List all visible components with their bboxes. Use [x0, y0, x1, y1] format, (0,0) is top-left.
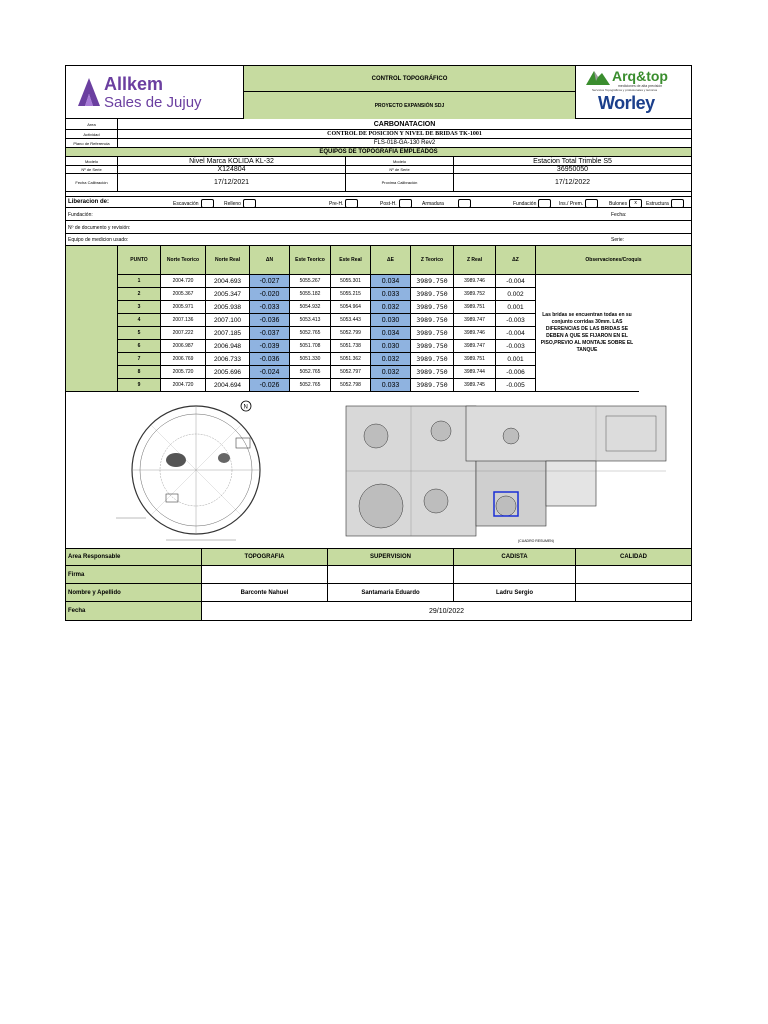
cell-delta-z: 0.002 — [496, 288, 536, 301]
fecha-label: Fecha: — [611, 212, 627, 218]
cell-punto: 9 — [118, 379, 161, 392]
col-topografia: TOPOGRAFIA — [202, 549, 328, 566]
nombre-cadista: Ladru Sergio — [454, 584, 576, 602]
cell-z-real: 3989.746 — [454, 327, 496, 340]
cell-z-real: 3989.745 — [454, 379, 496, 392]
cell-este-teorico: 5052.765 — [290, 327, 331, 340]
measurement-table — [66, 246, 691, 392]
cell-delta-z: -0.003 — [496, 340, 536, 353]
equipo-label: Equipo de medicion usado: — [68, 237, 129, 243]
allkem-logo — [66, 66, 244, 119]
topographic-control-sheet — [65, 65, 692, 621]
proxima-calibracion-value: 17/12/2022 — [454, 174, 691, 192]
nombre-topografia: Barconte Nahuel — [202, 584, 328, 602]
escavacion-checkbox[interactable] — [201, 199, 214, 208]
serie-label-extra: Serie: — [611, 237, 625, 243]
nombre-label: Nombre y Apellido — [66, 584, 202, 602]
cell-norte-real: 2006.948 — [206, 340, 250, 353]
cell-z-teorico: 3989.750 — [411, 275, 454, 288]
area-label: Area — [66, 119, 118, 130]
fecha-calibracion-label: Fecha Calibración — [66, 174, 118, 192]
estructura-checkbox[interactable] — [671, 199, 684, 208]
cell-este-teorico: 5054.932 — [290, 301, 331, 314]
cell-norte-teorico: 2006.769 — [161, 353, 206, 366]
cell-delta-z: -0.005 — [496, 379, 536, 392]
header-delta-e: ΔE — [371, 246, 411, 275]
fundacion-checkbox[interactable] — [538, 199, 551, 208]
cell-este-real: 5051.362 — [331, 353, 371, 366]
modelo-value: Nivel Marca KOLIDA KL-32 — [118, 157, 346, 166]
cell-norte-teorico: 2007.222 — [161, 327, 206, 340]
cell-este-real: 5051.738 — [331, 340, 371, 353]
cell-z-teorico: 3989.750 — [411, 327, 454, 340]
liberacion-relleno[interactable]: Relleno — [224, 199, 256, 208]
cell-norte-real: 2007.185 — [206, 327, 250, 340]
cell-este-teorico: 5055.182 — [290, 288, 331, 301]
liberacion-label: Liberacion de: — [68, 199, 110, 205]
nombre-calidad — [576, 584, 691, 602]
cell-punto: 2 — [118, 288, 161, 301]
cell-z-real: 3989.744 — [454, 366, 496, 379]
title-cell — [244, 66, 576, 92]
arqtop-mark-icon — [586, 69, 610, 85]
sales-de-jujuy-name: Sales de Jujuy — [104, 94, 202, 111]
signatures-table — [66, 549, 691, 621]
col-supervision: SUPERVISION — [328, 549, 454, 566]
cell-este-real: 5052.799 — [331, 327, 371, 340]
cell-delta-z: -0.003 — [496, 314, 536, 327]
header-este-real: Este Real — [331, 246, 371, 275]
equipo-row — [66, 234, 691, 246]
cell-z-teorico: 3989.750 — [411, 340, 454, 353]
allkem-name: Allkem — [104, 74, 164, 94]
liberacion-post-h[interactable]: Post-H. — [380, 199, 412, 208]
serie-value-2: 36950050 — [454, 166, 691, 174]
cell-delta-z: -0.004 — [496, 327, 536, 340]
cell-norte-real: 2006.733 — [206, 353, 250, 366]
cell-delta-e: 0.030 — [371, 340, 411, 353]
drawings-area — [66, 392, 691, 549]
subtitle-cell — [244, 92, 576, 119]
cell-punto: 4 — [118, 314, 161, 327]
col-cadista: CADISTA — [454, 549, 576, 566]
ins-prem-checkbox[interactable] — [585, 199, 598, 208]
cell-z-real: 3989.751 — [454, 301, 496, 314]
header-z-real: Z Real — [454, 246, 496, 275]
liberacion-bulones[interactable]: Bulones x — [609, 199, 642, 208]
pre-h-checkbox[interactable] — [345, 199, 358, 208]
cell-norte-real: 2007.100 — [206, 314, 250, 327]
cell-z-teorico: 3989.750 — [411, 379, 454, 392]
worley-brand: Worley — [598, 93, 655, 113]
cell-delta-n: -0.036 — [250, 353, 290, 366]
cell-este-real: 5054.964 — [331, 301, 371, 314]
arqtop-tagline-2: Servicios Topográficos y profesionales y técnicos — [592, 88, 658, 92]
site-plan-caption: (CUADRO RESUMEN) — [518, 539, 554, 543]
col-calidad: CALIDAD — [576, 549, 691, 566]
cell-este-real: 5052.798 — [331, 379, 371, 392]
firma-cadista[interactable] — [454, 566, 576, 584]
cell-z-real: 3989.747 — [454, 340, 496, 353]
site-plan-drawing — [336, 396, 681, 546]
liberacion-ins-prem[interactable]: Ins./ Prem. — [559, 199, 598, 208]
cell-punto: 1 — [118, 275, 161, 288]
cell-delta-z: 0.001 — [496, 301, 536, 314]
cell-delta-z: -0.004 — [496, 275, 536, 288]
header-este-teorico: Este Teorico — [290, 246, 331, 275]
cell-este-real: 5055.215 — [331, 288, 371, 301]
cell-norte-teorico: 2005.720 — [161, 366, 206, 379]
header-z-teorico: Z Teorico — [411, 246, 454, 275]
modelo-label: Modelo — [66, 157, 118, 166]
liberacion-estructura[interactable]: Estructura — [646, 199, 684, 208]
cell-este-teorico: 5052.765 — [290, 379, 331, 392]
cell-punto: 5 — [118, 327, 161, 340]
cell-este-teorico: 5051.330 — [290, 353, 331, 366]
firma-topografia[interactable] — [202, 566, 328, 584]
cell-delta-e: 0.034 — [371, 327, 411, 340]
cell-delta-n: -0.020 — [250, 288, 290, 301]
serie-label-2: Nº de Serie — [346, 166, 454, 174]
arqtop-worley-logo — [576, 66, 691, 119]
header-observaciones: Observaciones/Croquis — [536, 246, 691, 275]
cell-punto: 3 — [118, 301, 161, 314]
cell-delta-e: 0.034 — [371, 275, 411, 288]
cell-norte-teorico: 2006.987 — [161, 340, 206, 353]
liberacion-armadura[interactable]: Armadura — [422, 199, 471, 208]
header-norte-teorico: Norte Teorico — [161, 246, 206, 275]
cell-este-real: 5052.797 — [331, 366, 371, 379]
cell-delta-z: 0.001 — [496, 353, 536, 366]
cell-norte-teorico: 2004.720 — [161, 275, 206, 288]
arqtop-tagline: mediciones de alta precisión — [618, 84, 663, 88]
cell-z-teorico: 3989.750 — [411, 288, 454, 301]
fecha-sign-value: 29/10/2022 — [428, 607, 465, 615]
cell-este-teorico: 5051.708 — [290, 340, 331, 353]
cell-norte-real: 2005.696 — [206, 366, 250, 379]
liberacion-pre-h[interactable]: Pre-H. — [329, 199, 358, 208]
area-value: CARBONATACION — [118, 119, 691, 130]
modelo-value-2: Estacion Total Trimble S5 — [454, 157, 691, 166]
header — [66, 66, 691, 119]
cell-delta-e: 0.032 — [371, 301, 411, 314]
cell-norte-teorico: 2005.971 — [161, 301, 206, 314]
cell-delta-e: 0.033 — [371, 288, 411, 301]
tank-plan-drawing — [106, 398, 286, 546]
proxima-calibracion-label: Proxima Calibración — [346, 174, 454, 192]
fundacion-label: Fundación: — [68, 212, 93, 218]
cell-norte-teorico: 2005.367 — [161, 288, 206, 301]
area-responsable-label: Area Responsable — [66, 549, 202, 566]
header-delta-n: ΔN — [250, 246, 290, 275]
cell-delta-e: 0.032 — [371, 353, 411, 366]
cell-delta-e: 0.030 — [371, 314, 411, 327]
plano-value: FLS-018-GA-130 Rev2 — [118, 139, 691, 148]
serie-label: Nº de Serie — [66, 166, 118, 174]
cell-punto: 8 — [118, 366, 161, 379]
liberacion-escavacion[interactable]: Escavación — [173, 199, 214, 208]
cell-z-teorico: 3989.750 — [411, 301, 454, 314]
cell-norte-real: 2004.693 — [206, 275, 250, 288]
liberacion-row — [66, 196, 691, 208]
cell-z-real: 3989.751 — [454, 353, 496, 366]
equipos-title: EQUIPOS DE TOPOGRAFIA EMPLEADOS — [66, 148, 691, 157]
firma-calidad[interactable] — [576, 566, 691, 584]
firma-label: Firma — [66, 566, 202, 584]
nombre-supervision: Santamaria Eduardo — [328, 584, 454, 602]
post-h-checkbox[interactable] — [399, 199, 412, 208]
cell-punto: 7 — [118, 353, 161, 366]
cell-delta-n: -0.036 — [250, 314, 290, 327]
fundacion-row — [66, 208, 691, 221]
page-title: CONTROL TOPOGRÁFICO — [371, 75, 448, 82]
cell-este-teorico: 5055.267 — [290, 275, 331, 288]
cell-delta-n: -0.037 — [250, 327, 290, 340]
cell-norte-teorico: 2004.720 — [161, 379, 206, 392]
cell-z-teorico: 3989.750 — [411, 353, 454, 366]
header-norte-real: Norte Real — [206, 246, 250, 275]
documento-label: Nº de documento y revisión: — [68, 225, 131, 231]
cell-norte-real: 2004.694 — [206, 379, 250, 392]
cell-delta-n: -0.024 — [250, 366, 290, 379]
modelo-label-2: Modelo — [346, 157, 454, 166]
actividad-label: Actividad — [66, 130, 118, 139]
armadura-checkbox[interactable] — [458, 199, 471, 208]
cell-norte-real: 2005.347 — [206, 288, 250, 301]
cell-z-real: 3989.746 — [454, 275, 496, 288]
header-delta-z: ΔZ — [496, 246, 536, 275]
documento-row — [66, 221, 691, 234]
fecha-sign-label: Fecha — [66, 602, 202, 620]
svg-text:N: N — [243, 404, 248, 411]
header-punto: PUNTO — [118, 246, 161, 275]
cell-delta-n: -0.027 — [250, 275, 290, 288]
relleno-checkbox[interactable] — [243, 199, 256, 208]
cell-z-teorico: 3989.750 — [411, 314, 454, 327]
firma-supervision[interactable] — [328, 566, 454, 584]
cell-z-real: 3989.747 — [454, 314, 496, 327]
cell-delta-n: -0.026 — [250, 379, 290, 392]
cell-z-real: 3989.752 — [454, 288, 496, 301]
cell-delta-e: 0.032 — [371, 366, 411, 379]
liberacion-fundacion[interactable]: Fundación — [513, 199, 551, 208]
cell-delta-n: -0.039 — [250, 340, 290, 353]
plano-label: Plano de Referencia — [66, 139, 118, 148]
serie-value: X124804 — [118, 166, 346, 174]
cell-este-teorico: 5052.765 — [290, 366, 331, 379]
cell-punto: 6 — [118, 340, 161, 353]
fecha-calibracion-value: 17/12/2021 — [118, 174, 346, 192]
arqtop-brand: Arq&top — [612, 68, 668, 84]
cell-delta-z: -0.006 — [496, 366, 536, 379]
observaciones-text: Las bridas se encuentran todas en su conjunto corridas 30mm. LAS DIFERENCIAS DE LAS BRIDAS SE DEBEN A QUE SE FIJARON EN EL PISO,PREVIO AL MONTAJE SOBRE EL TANQUE — [540, 312, 634, 353]
cell-este-real: 5053.443 — [331, 314, 371, 327]
cell-este-real: 5055.301 — [331, 275, 371, 288]
table-left-gutter — [66, 246, 118, 392]
allkem-mark-icon — [78, 78, 100, 106]
cell-este-teorico: 5053.413 — [290, 314, 331, 327]
cell-norte-teorico: 2007.136 — [161, 314, 206, 327]
cell-norte-real: 2005.938 — [206, 301, 250, 314]
cell-delta-e: 0.033 — [371, 379, 411, 392]
project-subtitle: PROYECTO EXPANSIÓN SDJ — [374, 102, 445, 109]
cell-z-teorico: 3989.750 — [411, 366, 454, 379]
actividad-value: CONTROL DE POSICION Y NIVEL DE BRIDAS TK-1001 — [118, 130, 691, 139]
bulones-checkbox[interactable]: x — [629, 199, 642, 208]
cell-delta-n: -0.033 — [250, 301, 290, 314]
